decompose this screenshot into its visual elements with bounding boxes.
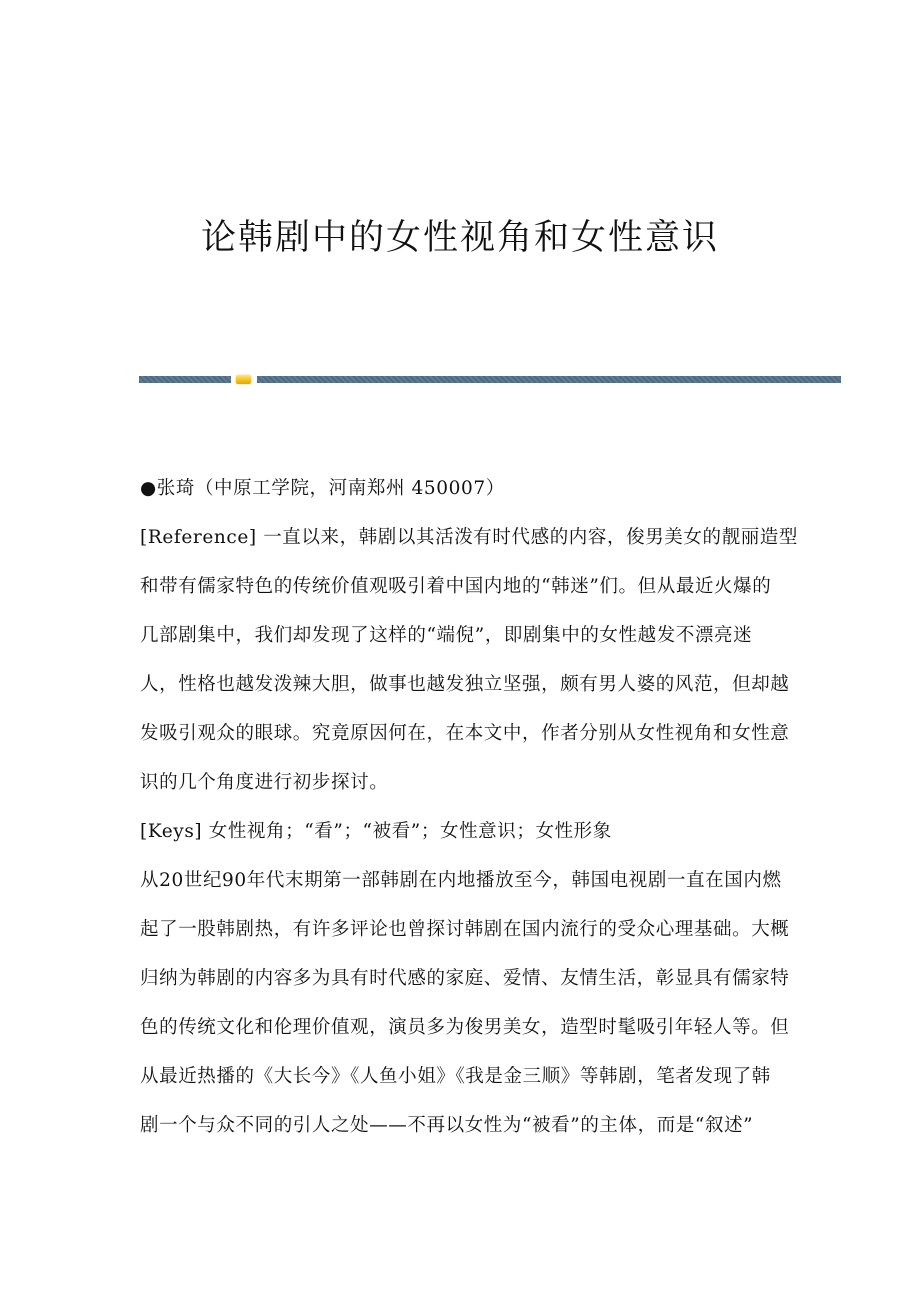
abstract-line: 几部剧集中，我们却发现了这样的“端倪”，即剧集中的女性越发不漂亮迷: [140, 625, 753, 646]
separator-gem-icon: [236, 375, 251, 384]
separator-bar-left: [139, 376, 231, 383]
abstract-line: 识的几个角度进行初步探讨。: [140, 772, 389, 793]
abstract-line: 人，性格也越发泼辣大胆，做事也越发独立坚强，颇有男人婆的风范，但却越: [140, 674, 790, 695]
body-line: 从20世纪90年代末期第一部韩剧在内地播放至今，韩国电视剧一直在国内燃: [140, 870, 782, 891]
body-line: 起了一股韩剧热，有许多评论也曾探讨韩剧在国内流行的受众心理基础。大概: [140, 919, 790, 940]
body-line: 从最近热播的《大长今》《人鱼小姐》《我是金三顺》等韩剧，笔者发现了韩: [140, 1066, 771, 1087]
body-line: 剧一个与众不同的引人之处——不再以女性为“被看”的主体，而是“叙述”: [140, 1115, 754, 1136]
abstract: [140, 513, 799, 807]
title-separator: [139, 375, 841, 385]
abstract-line: 和带有儒家特色的传统价值观吸引着中国内地的“韩迷”们。但从最近火爆的: [140, 576, 772, 597]
keywords-line: [Keys] 女性视角；“看”；“被看”；女性意识；女性形象: [140, 821, 612, 842]
body-paragraph: [140, 856, 790, 1150]
separator-bar-right: [257, 376, 841, 383]
abstract-line: [Reference] 一直以来，韩剧以其活泼有时代感的内容，俊男美女的靓丽造型: [140, 527, 799, 548]
abstract-line: 发吸引观众的眼球。究竟原因何在，在本文中，作者分别从女性视角和女性意: [140, 723, 790, 744]
body-line: 色的传统文化和伦理价值观，演员多为俊男美女，造型时髦吸引年轻人等。但: [140, 1017, 790, 1038]
document-title: 论韩剧中的女性视角和女性意识: [200, 218, 719, 258]
document-body: [140, 464, 799, 1150]
body-line: 归纳为韩剧的内容多为具有时代感的家庭、爱情、友情生活，彰显具有儒家特: [140, 968, 790, 989]
author-line: ●张琦（中原工学院，河南郑州 450007）: [140, 478, 505, 499]
